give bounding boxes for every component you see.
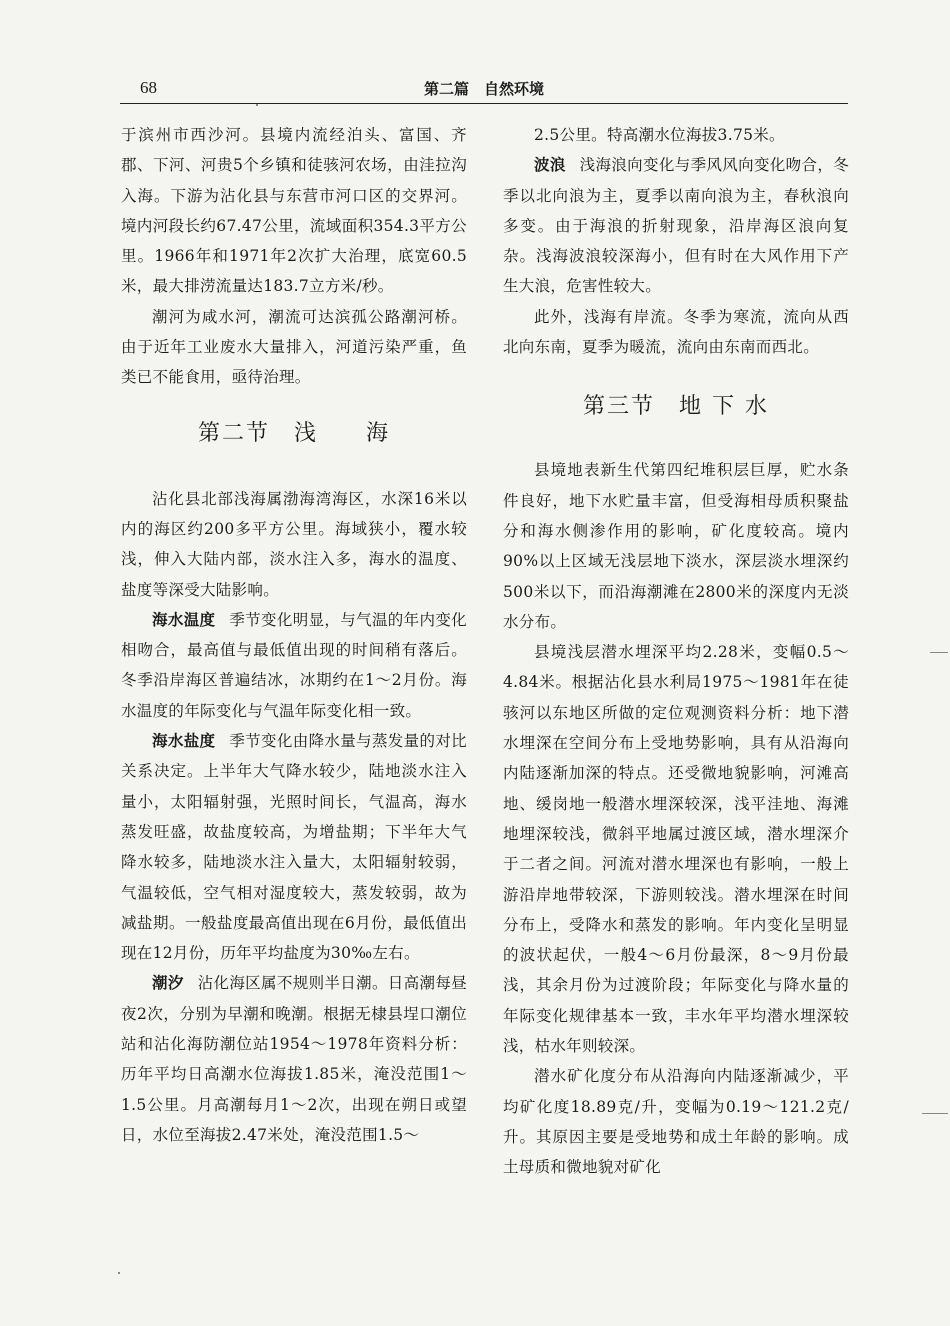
section-title-shallow-sea: 第二节 浅 海 (197, 420, 390, 446)
left-column (121, 120, 467, 1150)
text-waves: 浅海浪向变化与季风风向变化吻合，冬季以北向浪为主，夏季以南向浪为主，春秋浪向多变。由于海浪的折射现象，沿岸海区浪向复杂。浅海波浪较深海小，但有时在大风作用下产生大浪，危害性较大。 (503, 156, 849, 296)
section-title-groundwater: 第三节 地 下 水 (583, 394, 769, 420)
paragraph-coastal-currents: 此外，浅海有岸流。冬季为寒流，流向从西北向东南，夏季为暖流，流向由东南而西北。 (503, 307, 849, 357)
paragraph-mineralization: 潜水矿化度分布从沿海向内陆逐渐减少，平均矿化度18.89克/升，变幅为0.19～121.2克/升。其原因主要是受地势和成土年龄的影响。成土母质和微地貌对矿化 (503, 1067, 849, 1177)
paragraph-groundwater-intro: 县境地表新生代第四纪堆积层巨厚，贮水条件良好，地下水贮量丰富，但受海相母质积聚盐分和海水侧渗作用的影响，矿化度较高。境内90%以上区域无浅层地下淡水，深层淡水埋深约500米以下，而沿海潮滩在2800米的深度内无淡水分布。 (503, 461, 849, 631)
paragraph-tide (121, 968, 467, 1150)
scan-speck (922, 1113, 948, 1114)
right-column (503, 120, 849, 1183)
paragraph-tide-continued: 2.5公里。特高潮水位海拔3.75米。 (534, 126, 785, 144)
paragraph-sea-salinity (121, 726, 467, 968)
scan-speck (930, 652, 948, 653)
scan-speck (256, 104, 258, 106)
paragraph-shallow-sea-intro: 沾化县北部浅海属渤海湾海区，水深16米以内的海区约200多平方公里。海域狭小，覆水较浅，伸入大陆内部，淡水注入多，海水的温度、盐度等深受大陆影响。 (121, 489, 467, 599)
text-sea-temperature: 季节变化明显，与气温的年内变化相吻合，最高值与最低值出现的时间稍有落后。冬季沿岸海区普遍结冰，冰期约在1～2月份。海水温度的年际变化与气温年际变化相一致。 (121, 610, 467, 720)
paragraph-chao-river: 潮河为咸水河，潮流可达滨孤公路潮河桥。由于近年工业废水大量排入，河道污染严重，鱼类已不能食用，亟待治理。 (121, 307, 467, 387)
term-tide: 潮汐 (152, 973, 184, 993)
paragraph-sea-temperature (121, 605, 467, 726)
running-title: 第二篇 自然环境 (424, 80, 545, 98)
text-sea-salinity: 季节变化由降水量与蒸发量的对比关系决定。上半年大气降水较少，陆地淡水注入量小，太阳辐射强，光照时间长，气温高，海水蒸发旺盛，故盐度较高，为增盐期；下半年大气降水较多，陆地淡水注入量大，太阳辐射较弱，气温较低，空气相对湿度较大，蒸发较弱，故为减盐期。一般盐度最高值出现在6月份，最低值出现在12月份，历年平均盐度为30‰左右。 (121, 732, 467, 963)
paragraph-waves (503, 150, 849, 301)
term-sea-temperature: 海水温度 (152, 609, 216, 629)
scan-speck (118, 1272, 120, 1274)
text-tide: 沾化海区属不规则半日潮。日高潮每昼夜2次，分别为早潮和晚潮。根据无棣县埕口潮位站和沾化海防潮位站1954～1978年资料分析：历年平均日高潮水位海拔1.85米，淹没范围1～1.5公里。月高潮每月1～2次，出现在朔日或望日，水位至海拔2.47米处，淹没范围1.5～ (121, 974, 467, 1144)
term-waves: 波浪 (534, 155, 566, 175)
paragraph-water-table-depth: 县境浅层潜水埋深平均2.28米，变幅0.5～4.84米。根据沾化县水利局1975～1981年在徒骇河以东地区所做的定位观测资料分析：地下潜水埋深在空间分布上受地势影响，具有从沿海向内陆逐渐加深的特点。还受微地貌影响，河滩高地、缓岗地一般潜水埋深较深，浅平洼地、海滩地埋深较浅，微斜平地属过渡区域，潜水埋深介于二者之间。河流对潜水埋深也有影响，一般上游沿岸地带较深，下游则较浅。潜水埋深在时间分布上，受降水和蒸发的影响。年内变化呈明显的波状起伏，一般4～6月份最深，8～9月份最浅，其余月份为过渡阶段；年际变化与降水量的年际变化规律基本一致，丰水年平均潜水埋深较浅，枯水年则较深。 (503, 643, 849, 1056)
paragraph-river-continued: 于滨州市西沙河。县境内流经泊头、富国、齐郡、下河、河贵5个乡镇和徒骇河农场，由洼拉沟入海。下游为沾化县与东营市河口区的交界河。境内河段长约67.47公里，流域面积354.3平方公里。1966年和1971年2次扩大治理，底宽60.5米，最大排涝流量达183.7立方米/秒。 (121, 126, 467, 296)
header-rule (120, 103, 848, 104)
term-sea-salinity: 海水盐度 (152, 731, 216, 751)
page-number: 68 (140, 78, 157, 97)
